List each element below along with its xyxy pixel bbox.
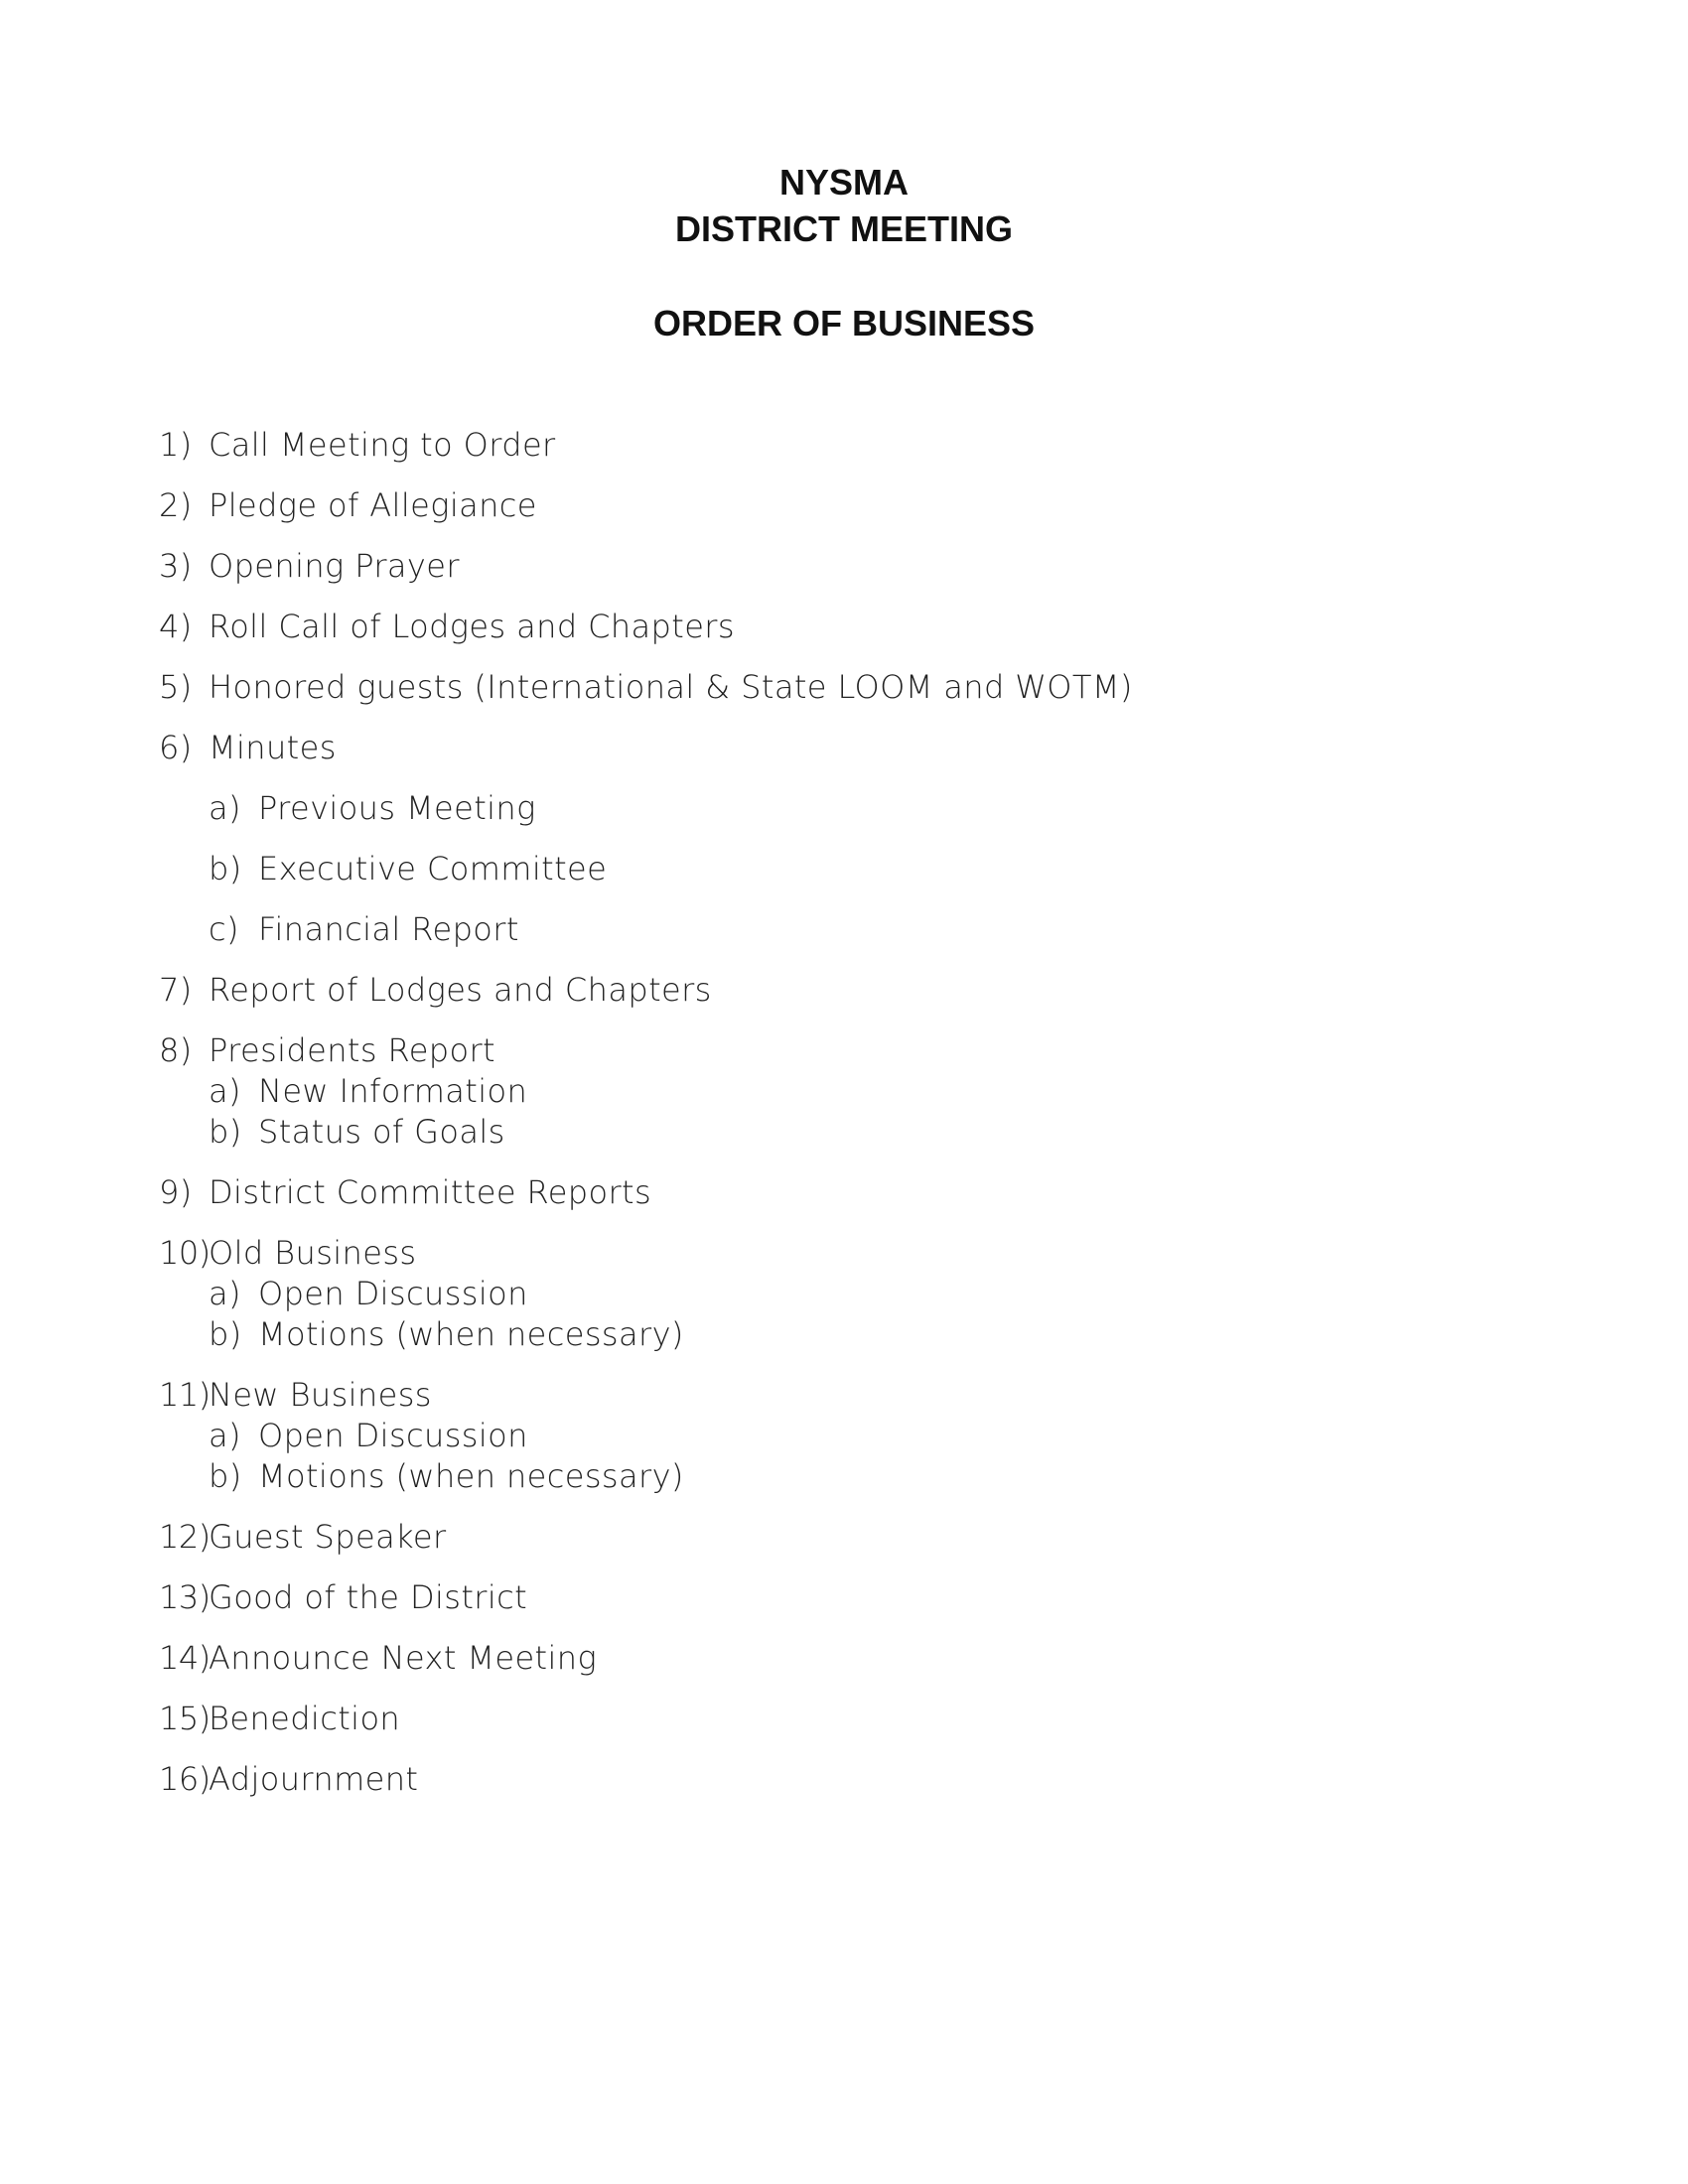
agenda-item-number: 1): [159, 426, 193, 464]
agenda-item: [159, 1172, 1450, 1213]
agenda-item-number: 2): [159, 486, 193, 524]
agenda-subitem-text: Motions (when necessary): [258, 1457, 684, 1495]
agenda-subitem-text: Executive Committee: [258, 850, 608, 887]
agenda-item-text: Opening Prayer: [209, 547, 460, 585]
agenda-item: [159, 546, 1450, 587]
agenda-item: [159, 1699, 1450, 1739]
agenda-subitem-letter: a): [209, 789, 241, 827]
agenda-subitem-letter: b): [209, 850, 242, 887]
agenda-subitem-text: Financial Report: [258, 910, 519, 948]
document-header: [0, 159, 1688, 346]
agenda-group: [159, 1030, 1450, 1153]
agenda-subitem: [159, 849, 1450, 889]
agenda-item-number: 12): [159, 1518, 211, 1556]
agenda-subitem-text: Status of Goals: [258, 1113, 505, 1151]
agenda-list: [159, 425, 1450, 1820]
agenda-group: [159, 1375, 1450, 1497]
agenda-item-text: Guest Speaker: [209, 1518, 447, 1556]
agenda-item-text: Benediction: [209, 1700, 401, 1737]
agenda-item: [159, 1030, 1450, 1071]
agenda-item: [159, 728, 1450, 768]
agenda-item: [159, 1638, 1450, 1679]
agenda-item-text: Old Business: [209, 1234, 417, 1272]
agenda-item-number: 6): [159, 729, 193, 766]
agenda-subitem: [159, 1314, 1450, 1355]
agenda-item: [159, 607, 1450, 647]
agenda-subitem-letter: b): [209, 1457, 242, 1495]
agenda-item-text: Call Meeting to Order: [209, 426, 556, 464]
agenda-subitem-letter: c): [209, 910, 239, 948]
agenda-item: [159, 485, 1450, 526]
agenda-item-text: New Business: [209, 1376, 432, 1414]
agenda-item-text: Announce Next Meeting: [209, 1639, 598, 1677]
agenda-item: [159, 1577, 1450, 1618]
agenda-item: [159, 1233, 1450, 1274]
agenda-item-text: Honored guests (International & State LOOM and WOTM): [209, 668, 1133, 706]
agenda-subitem-letter: b): [209, 1113, 242, 1151]
agenda-item-text: Pledge of Allegiance: [209, 486, 537, 524]
agenda-subitem-letter: a): [209, 1275, 241, 1312]
agenda-item-text: Report of Lodges and Chapters: [209, 971, 712, 1009]
org-title: NYSMA: [778, 162, 909, 203]
agenda-item-number: 8): [159, 1031, 193, 1069]
agenda-item-text: Minutes: [209, 729, 337, 766]
agenda-item-text: Adjournment: [209, 1760, 419, 1798]
agenda-item: [159, 1375, 1450, 1416]
agenda-subitem-text: Previous Meeting: [258, 789, 536, 827]
agenda-item-number: 3): [159, 547, 193, 585]
agenda-subitem-text: Open Discussion: [258, 1417, 528, 1454]
agenda-item: [159, 1517, 1450, 1558]
agenda-subitem: [159, 1416, 1450, 1456]
agenda-subitem-letter: b): [209, 1315, 242, 1353]
agenda-item: [159, 667, 1450, 708]
agenda-item: [159, 425, 1450, 466]
agenda-item-number: 4): [159, 608, 193, 645]
agenda-item-number: 9): [159, 1173, 193, 1211]
agenda-subitem-text: Open Discussion: [258, 1275, 528, 1312]
agenda-item-number: 7): [159, 971, 193, 1009]
agenda-item-text: Good of the District: [209, 1578, 528, 1616]
agenda-subitem-letter: a): [209, 1417, 241, 1454]
agenda-subitem: [159, 1274, 1450, 1314]
agenda-item: [159, 970, 1450, 1011]
agenda-subitem: [159, 909, 1450, 950]
order-of-business-title: ORDER OF BUSINESS: [652, 303, 1036, 343]
agenda-item: [159, 1759, 1450, 1800]
agenda-subitem: [159, 788, 1450, 829]
agenda-subitem: [159, 1456, 1450, 1497]
meeting-title: DISTRICT MEETING: [675, 208, 1013, 249]
agenda-item-text: District Committee Reports: [209, 1173, 652, 1211]
agenda-item-text: Roll Call of Lodges and Chapters: [209, 608, 735, 645]
agenda-item-number: 11): [159, 1376, 211, 1414]
agenda-subitem: [159, 1112, 1450, 1153]
agenda-item-number: 15): [159, 1700, 211, 1737]
agenda-item-number: 13): [159, 1578, 211, 1616]
agenda-item-number: 5): [159, 668, 193, 706]
agenda-group: [159, 1233, 1450, 1355]
agenda-item-number: 14): [159, 1639, 211, 1677]
agenda-item-number: 10): [159, 1234, 211, 1272]
agenda-subitem: [159, 1071, 1450, 1112]
agenda-item-text: Presidents Report: [209, 1031, 495, 1069]
agenda-item-number: 16): [159, 1760, 211, 1798]
agenda-subitem-letter: a): [209, 1072, 241, 1110]
agenda-subitem-text: New Information: [258, 1072, 528, 1110]
agenda-subitem-text: Motions (when necessary): [258, 1315, 684, 1353]
